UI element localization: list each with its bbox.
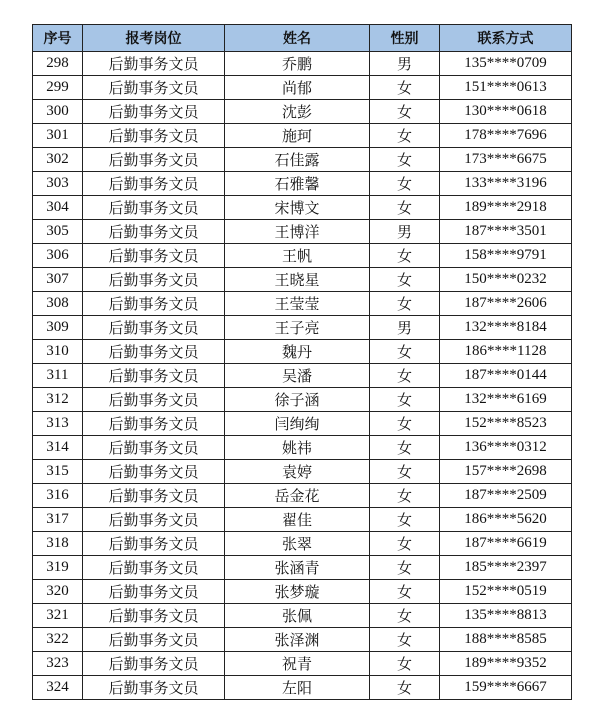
- cell-gender: 男: [370, 316, 440, 340]
- header-position: 报考岗位: [83, 25, 225, 52]
- cell-serial-number: 318: [33, 532, 83, 556]
- cell-position: 后勤事务文员: [83, 172, 225, 196]
- cell-position: 后勤事务文员: [83, 652, 225, 676]
- cell-contact: 188****8585: [440, 628, 572, 652]
- cell-name: 石佳露: [225, 148, 370, 172]
- table-row: [33, 676, 572, 700]
- header-contact: 联系方式: [440, 25, 572, 52]
- cell-serial-number: 322: [33, 628, 83, 652]
- cell-gender: 女: [370, 652, 440, 676]
- table-row: [33, 580, 572, 604]
- table-header: [33, 25, 572, 52]
- cell-name: 张佩: [225, 604, 370, 628]
- cell-gender: 女: [370, 412, 440, 436]
- cell-contact: 186****5620: [440, 508, 572, 532]
- header-serial-number: 序号: [33, 25, 83, 52]
- cell-name: 祝青: [225, 652, 370, 676]
- cell-gender: 女: [370, 532, 440, 556]
- cell-contact: 187****2606: [440, 292, 572, 316]
- cell-name: 张翠: [225, 532, 370, 556]
- cell-gender: 女: [370, 388, 440, 412]
- cell-name: 王晓星: [225, 268, 370, 292]
- cell-name: 徐子涵: [225, 388, 370, 412]
- cell-name: 左阳: [225, 676, 370, 700]
- cell-contact: 136****0312: [440, 436, 572, 460]
- cell-gender: 女: [370, 196, 440, 220]
- table-row: [33, 484, 572, 508]
- cell-position: 后勤事务文员: [83, 508, 225, 532]
- cell-gender: 女: [370, 244, 440, 268]
- table-row: [33, 76, 572, 100]
- applicant-table: [32, 24, 572, 700]
- cell-position: 后勤事务文员: [83, 412, 225, 436]
- cell-serial-number: 305: [33, 220, 83, 244]
- cell-name: 张泽渊: [225, 628, 370, 652]
- cell-serial-number: 308: [33, 292, 83, 316]
- cell-contact: 186****1128: [440, 340, 572, 364]
- table-row: [33, 604, 572, 628]
- cell-name: 施珂: [225, 124, 370, 148]
- cell-name: 王莹莹: [225, 292, 370, 316]
- table-row: [33, 532, 572, 556]
- table-row: [33, 244, 572, 268]
- cell-gender: 女: [370, 628, 440, 652]
- cell-contact: 189****9352: [440, 652, 572, 676]
- cell-serial-number: 309: [33, 316, 83, 340]
- cell-position: 后勤事务文员: [83, 124, 225, 148]
- cell-serial-number: 303: [33, 172, 83, 196]
- cell-contact: 133****3196: [440, 172, 572, 196]
- cell-contact: 173****6675: [440, 148, 572, 172]
- cell-serial-number: 324: [33, 676, 83, 700]
- table-row: [33, 508, 572, 532]
- cell-serial-number: 301: [33, 124, 83, 148]
- cell-gender: 女: [370, 556, 440, 580]
- cell-name: 乔鹏: [225, 52, 370, 76]
- table-row: [33, 148, 572, 172]
- table-row: [33, 100, 572, 124]
- cell-position: 后勤事务文员: [83, 556, 225, 580]
- cell-contact: 132****6169: [440, 388, 572, 412]
- cell-name: 翟佳: [225, 508, 370, 532]
- table-row: [33, 460, 572, 484]
- cell-name: 岳金花: [225, 484, 370, 508]
- cell-serial-number: 302: [33, 148, 83, 172]
- table-row: [33, 220, 572, 244]
- cell-serial-number: 319: [33, 556, 83, 580]
- table-row: [33, 628, 572, 652]
- cell-contact: 152****8523: [440, 412, 572, 436]
- cell-name: 石雅馨: [225, 172, 370, 196]
- cell-position: 后勤事务文员: [83, 532, 225, 556]
- cell-position: 后勤事务文员: [83, 52, 225, 76]
- table-row: [33, 268, 572, 292]
- cell-gender: 女: [370, 340, 440, 364]
- cell-name: 沈彭: [225, 100, 370, 124]
- cell-serial-number: 313: [33, 412, 83, 436]
- cell-gender: 女: [370, 484, 440, 508]
- cell-serial-number: 321: [33, 604, 83, 628]
- table-row: [33, 436, 572, 460]
- cell-position: 后勤事务文员: [83, 604, 225, 628]
- cell-gender: 男: [370, 220, 440, 244]
- table-row: [33, 124, 572, 148]
- cell-position: 后勤事务文员: [83, 100, 225, 124]
- cell-serial-number: 315: [33, 460, 83, 484]
- cell-serial-number: 306: [33, 244, 83, 268]
- cell-position: 后勤事务文员: [83, 460, 225, 484]
- cell-name: 王帆: [225, 244, 370, 268]
- cell-position: 后勤事务文员: [83, 268, 225, 292]
- cell-gender: 女: [370, 604, 440, 628]
- cell-position: 后勤事务文员: [83, 316, 225, 340]
- cell-contact: 187****2509: [440, 484, 572, 508]
- cell-position: 后勤事务文员: [83, 148, 225, 172]
- table-row: [33, 52, 572, 76]
- cell-contact: 185****2397: [440, 556, 572, 580]
- cell-gender: 女: [370, 580, 440, 604]
- cell-serial-number: 316: [33, 484, 83, 508]
- cell-serial-number: 323: [33, 652, 83, 676]
- table-row: [33, 196, 572, 220]
- cell-contact: 187****6619: [440, 532, 572, 556]
- cell-name: 尚郁: [225, 76, 370, 100]
- cell-position: 后勤事务文员: [83, 484, 225, 508]
- cell-position: 后勤事务文员: [83, 340, 225, 364]
- cell-gender: 女: [370, 100, 440, 124]
- cell-name: 王子亮: [225, 316, 370, 340]
- cell-gender: 女: [370, 364, 440, 388]
- table-body: [33, 52, 572, 700]
- cell-gender: 男: [370, 52, 440, 76]
- cell-name: 魏丹: [225, 340, 370, 364]
- cell-position: 后勤事务文员: [83, 292, 225, 316]
- cell-name: 袁婷: [225, 460, 370, 484]
- cell-gender: 女: [370, 124, 440, 148]
- cell-contact: 157****2698: [440, 460, 572, 484]
- cell-position: 后勤事务文员: [83, 76, 225, 100]
- header-row: [33, 25, 572, 52]
- cell-position: 后勤事务文员: [83, 364, 225, 388]
- cell-serial-number: 312: [33, 388, 83, 412]
- cell-position: 后勤事务文员: [83, 676, 225, 700]
- cell-serial-number: 300: [33, 100, 83, 124]
- cell-gender: 女: [370, 508, 440, 532]
- cell-serial-number: 299: [33, 76, 83, 100]
- cell-name: 吴潘: [225, 364, 370, 388]
- cell-name: 张涵青: [225, 556, 370, 580]
- cell-gender: 女: [370, 268, 440, 292]
- table-row: [33, 172, 572, 196]
- cell-contact: 150****0232: [440, 268, 572, 292]
- cell-serial-number: 310: [33, 340, 83, 364]
- cell-serial-number: 311: [33, 364, 83, 388]
- cell-position: 后勤事务文员: [83, 196, 225, 220]
- cell-position: 后勤事务文员: [83, 580, 225, 604]
- cell-position: 后勤事务文员: [83, 244, 225, 268]
- table-row: [33, 364, 572, 388]
- cell-contact: 189****2918: [440, 196, 572, 220]
- cell-contact: 135****8813: [440, 604, 572, 628]
- cell-serial-number: 304: [33, 196, 83, 220]
- cell-gender: 女: [370, 436, 440, 460]
- header-name: 姓名: [225, 25, 370, 52]
- table-row: [33, 316, 572, 340]
- cell-name: 闫绚绚: [225, 412, 370, 436]
- table-row: [33, 652, 572, 676]
- table-row: [33, 388, 572, 412]
- cell-gender: 女: [370, 460, 440, 484]
- cell-contact: 135****0709: [440, 52, 572, 76]
- cell-serial-number: 298: [33, 52, 83, 76]
- cell-position: 后勤事务文员: [83, 220, 225, 244]
- cell-position: 后勤事务文员: [83, 628, 225, 652]
- table-row: [33, 340, 572, 364]
- cell-name: 姚祎: [225, 436, 370, 460]
- cell-gender: 女: [370, 148, 440, 172]
- cell-gender: 女: [370, 172, 440, 196]
- table-row: [33, 412, 572, 436]
- cell-contact: 152****0519: [440, 580, 572, 604]
- cell-contact: 151****0613: [440, 76, 572, 100]
- header-gender: 性别: [370, 25, 440, 52]
- cell-gender: 女: [370, 292, 440, 316]
- cell-name: 张梦璇: [225, 580, 370, 604]
- cell-position: 后勤事务文员: [83, 436, 225, 460]
- cell-contact: 159****6667: [440, 676, 572, 700]
- cell-gender: 女: [370, 76, 440, 100]
- cell-serial-number: 314: [33, 436, 83, 460]
- cell-contact: 187****0144: [440, 364, 572, 388]
- table-row: [33, 556, 572, 580]
- cell-serial-number: 317: [33, 508, 83, 532]
- table-row: [33, 292, 572, 316]
- cell-gender: 女: [370, 676, 440, 700]
- cell-contact: 158****9791: [440, 244, 572, 268]
- cell-contact: 178****7696: [440, 124, 572, 148]
- cell-name: 王博洋: [225, 220, 370, 244]
- cell-serial-number: 307: [33, 268, 83, 292]
- cell-name: 宋博文: [225, 196, 370, 220]
- cell-contact: 130****0618: [440, 100, 572, 124]
- cell-contact: 187****3501: [440, 220, 572, 244]
- cell-position: 后勤事务文员: [83, 388, 225, 412]
- cell-serial-number: 320: [33, 580, 83, 604]
- cell-contact: 132****8184: [440, 316, 572, 340]
